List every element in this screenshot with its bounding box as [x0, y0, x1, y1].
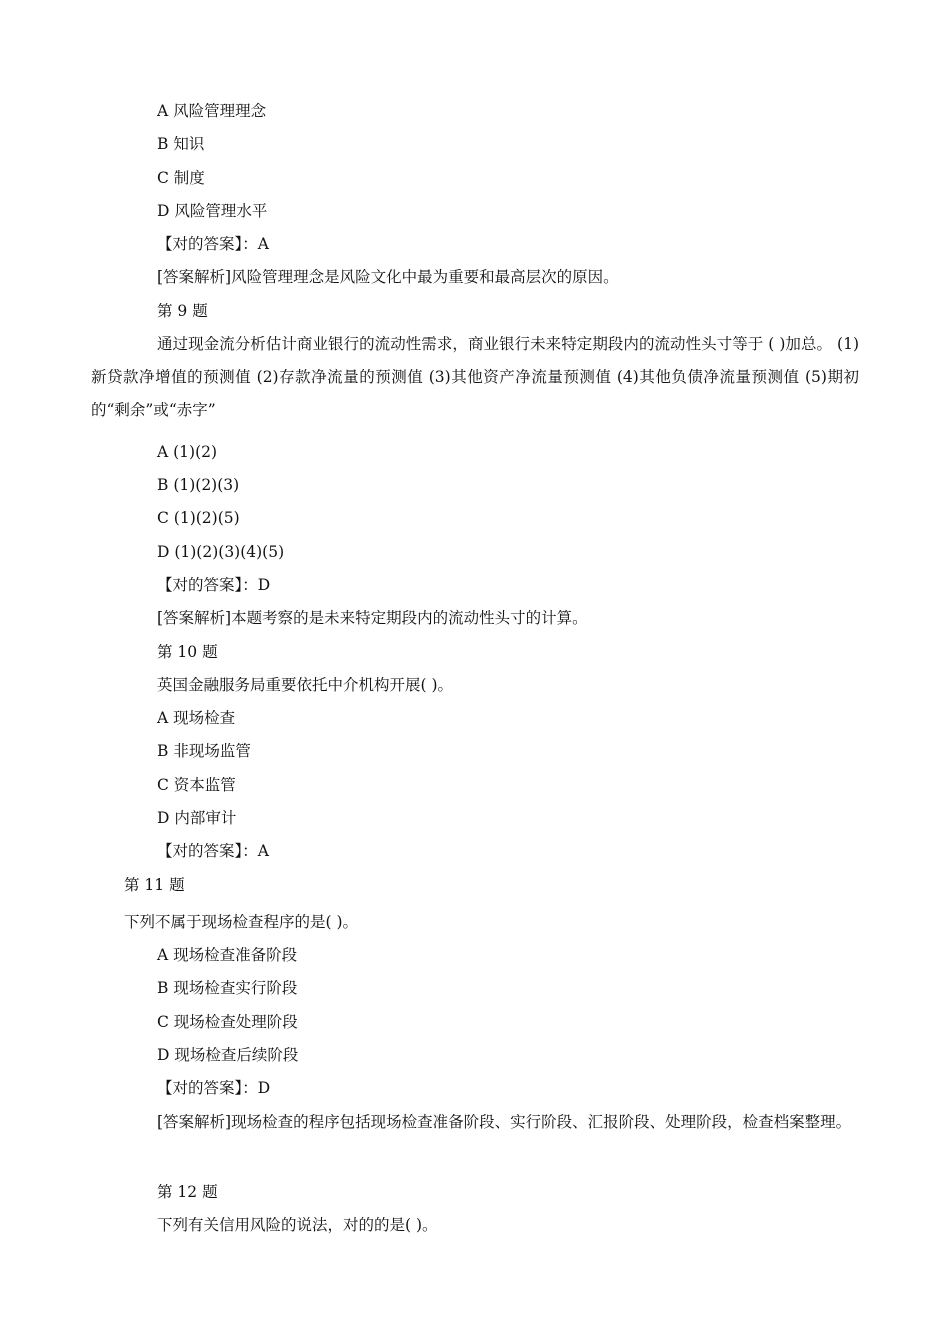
q9-option-b: B (1)(2)(3) — [157, 476, 240, 494]
q9-analysis: [答案解析]本题考察的是未来特定期段内的流动性头寸的计算。 — [157, 609, 588, 627]
q12-stem: 下列有关信用风险的说法，对的的是( )。 — [157, 1216, 438, 1234]
q10-answer: 【对的答案】：A — [157, 842, 269, 860]
q10-stem: 英国金融服务局重要依托中介机构开展( )。 — [157, 676, 454, 694]
q8-answer: 【对的答案】：A — [157, 235, 269, 253]
q9-answer: 【对的答案】：D — [157, 576, 271, 594]
q10-option-c: C 资本监管 — [157, 776, 236, 794]
q8-option-b: B 知识 — [157, 135, 205, 153]
q10-heading: 第 10 题 — [157, 643, 218, 661]
q8-analysis: [答案解析]风险管理理念是风险文化中最为重要和最高层次的原因。 — [157, 268, 619, 286]
q8-option-d: D 风险管理水平 — [157, 202, 268, 220]
q9-stem: 通过现金流分析估计商业银行的流动性需求，商业银行未来特定期段内的流动性头寸等于 ( )加总。 (1)新贷款净增值的预测值 (2)存款净流量的预测值 (3)其他资产净流量预测值 (4)其他负债净流量预测值 (5)期初的“剩余”或“赤字” — [91, 335, 859, 419]
q11-option-b: B 现场检查实行阶段 — [157, 979, 298, 997]
q8-option-a: A 风险管理理念 — [157, 102, 267, 120]
q10-option-d: D 内部审计 — [157, 809, 237, 827]
q9-heading: 第 9 题 — [157, 302, 208, 320]
q9-option-a: A (1)(2) — [157, 443, 218, 461]
q11-stem: 下列不属于现场检查程序的是( )。 — [124, 913, 359, 931]
q10-option-b: B 非现场监管 — [157, 742, 251, 760]
q11-option-c: C 现场检查处理阶段 — [157, 1013, 298, 1031]
q8-option-c: C 制度 — [157, 169, 205, 187]
q10-option-a: A 现场检查 — [157, 709, 236, 727]
q12-heading: 第 12 题 — [157, 1183, 218, 1201]
q11-heading: 第 11 题 — [124, 876, 185, 894]
q9-option-d: D (1)(2)(3)(4)(5) — [157, 543, 285, 561]
q11-answer: 【对的答案】：D — [157, 1079, 271, 1097]
q11-option-a: A 现场检查准备阶段 — [157, 946, 298, 964]
q11-analysis: [答案解析]现场检查的程序包括现场检查准备阶段、实行阶段、汇报阶段、处理阶段，检查档案整理。 — [157, 1113, 852, 1131]
q9-option-c: C (1)(2)(5) — [157, 509, 240, 527]
q11-option-d: D 现场检查后续阶段 — [157, 1046, 299, 1064]
